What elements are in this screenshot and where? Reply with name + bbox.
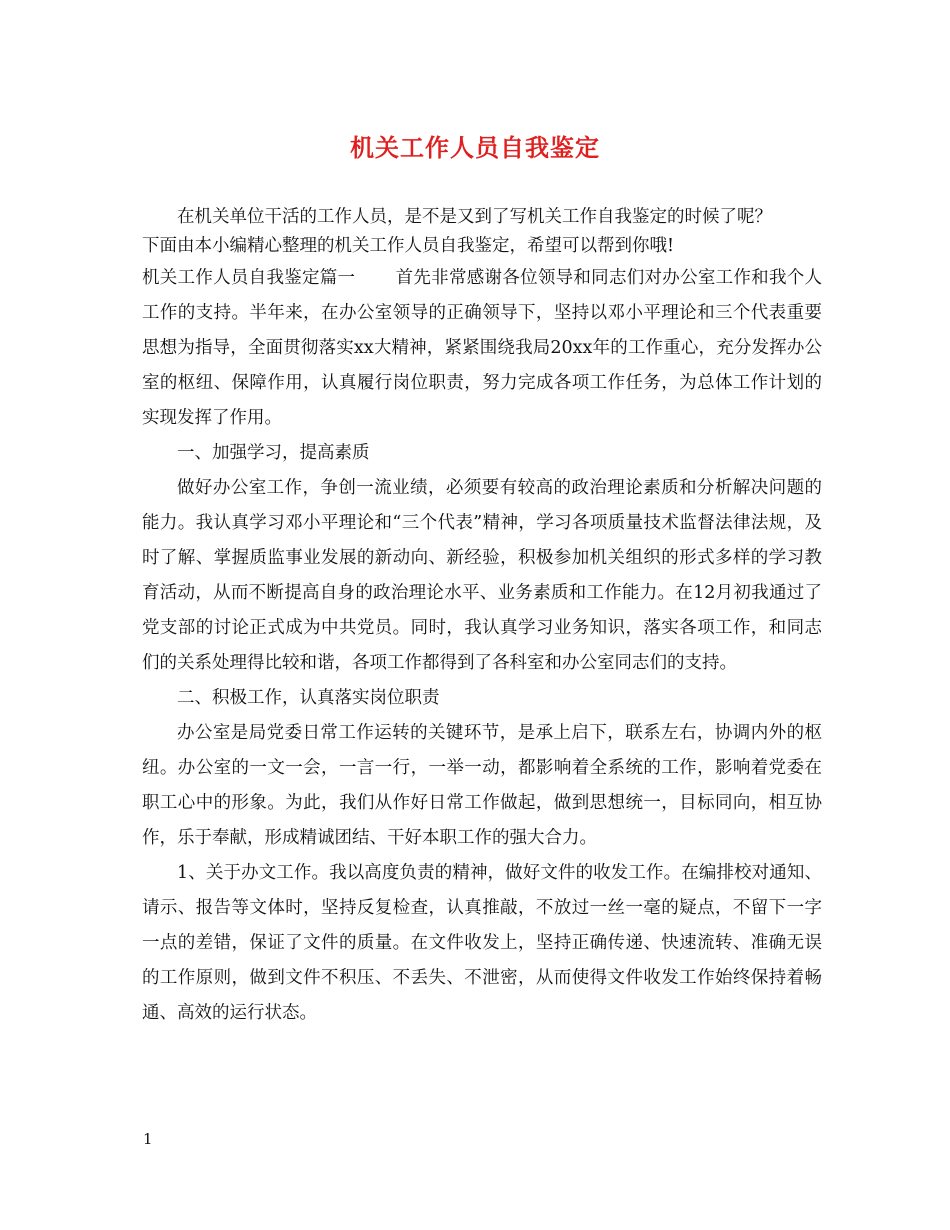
paragraph-3: 办公室是局党委日常工作运转的关键环节，是承上启下，联系左右，协调内外的枢纽。办公室的一文一会，一言一行，一举一动，都影响着全系统的工作，影响着党委在职工心中的形象。为此，我们从作好日常工作做起，做到思想统一，目标同向，相互协作，乐于奉献，形成精诚团结、干好本职工作的强大合力。 [142, 723, 822, 848]
paragraph-2: 做好办公室工作，争创一流业绩，必须要有较高的政治理论素质和分析解决问题的能力。我认真学习邓小平理论和“三个代表”精神，学习各项质量技术监督法律法规，及时了解、掌握质监事业发展的新动向、新经验，积极参加机关组织的形式多样的学习教育活动，从而不断提高自身的政治理论水平、业务素质和工作能力。在12月初我通过了党支部的讨论正式成为中共党员。同时，我认真学习业务知识，落实各项工作，和同志们的关系处理得比较和谐，各项工作都得到了各科室和办公室同志们的支持。 [142, 478, 822, 673]
heading-1: 一、加强学习，提高素质 [177, 443, 370, 463]
document-title: 机关工作人员自我鉴定 [350, 133, 600, 162]
heading-2: 二、积极工作，认真落实岗位职责 [177, 688, 440, 708]
section-label: 机关工作人员自我鉴定篇一 [142, 268, 356, 288]
section-paragraph-1 [142, 261, 822, 436]
intro-line-2: 下面由本小编精心整理的机关工作人员自我鉴定，希望可以帮到你哦! [142, 236, 675, 256]
document-body [142, 203, 822, 1031]
page-number: 1 [143, 1130, 153, 1148]
paragraph-4: 1、关于办文工作。我以高度负责的精神，做好文件的收发工作。在编排校对通知、请示、报告等文体时，坚持反复检查，认真推敲，不放过一丝一毫的疑点，不留下一字一点的差错，保证了文件的质量。在文件收发上，坚持正确传递、快速流转、准确无误的工作原则，做到文件不积压、不丢失、不泄密，从而使得文件收发工作始终保持着畅通、高效的运行状态。 [142, 863, 822, 1023]
intro-line-1: 在机关单位干活的工作人员，是不是又到了写机关工作自我鉴定的时候了呢？ [177, 207, 772, 227]
paragraph-1-text: 首先非常感谢各位领导和同志们对办公室工作和我个人工作的支持。半年来，在办公室领导的正确领导下，坚持以邓小平理论和三个代表重要思想为指导，全面贯彻落实xx大精神，紧紧围绕我局20xx年的工作重心，充分发挥办公室的枢纽、保障作用，认真履行岗位职责，努力完成各项工作任务，为总体工作计划的实现发挥了作用。 [142, 268, 823, 428]
